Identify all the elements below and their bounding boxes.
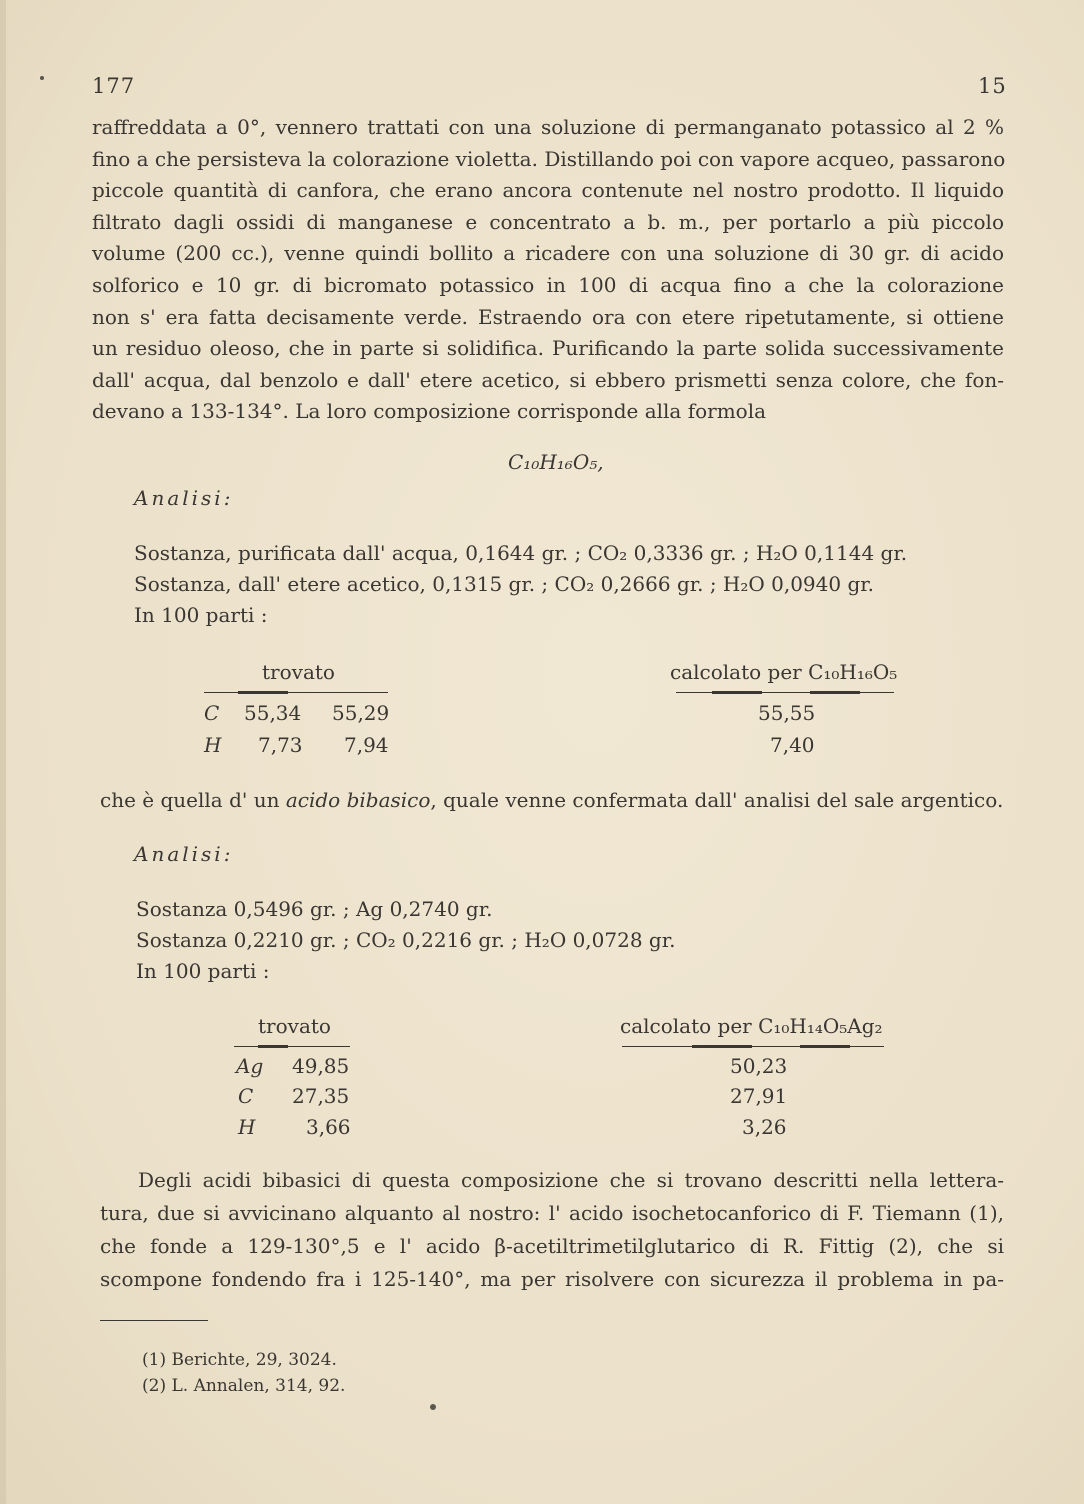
table-row-element: H [238, 1115, 256, 1139]
analysis-line: In 100 parti : [136, 959, 270, 983]
table-cell: 7,94 [344, 733, 389, 757]
text-line: che fonde a 129-130°,5 e l' acido β-acetiltrimetilglutarico di R. Fittig (2), che si [100, 1234, 1004, 1258]
sentence-part: che è quella d' un [100, 788, 286, 812]
table-row-element: Ag [236, 1054, 264, 1078]
footnote: (2) L. Annalen, 314, 92. [142, 1376, 346, 1396]
table-header-calc: calcolato per C₁₀H₁₆O₅ [670, 660, 898, 684]
page-number-left: 177 [92, 74, 136, 98]
table-cell-calc: 7,40 [770, 733, 815, 757]
text-line: dall' acqua, dal benzolo e dall' etere acetico, si ebbero prismetti senza colore, che fon- [92, 367, 1004, 392]
text-line: Degli acidi bibasici di questa composizione che si trovano descritti nella lettera- [138, 1168, 1004, 1192]
text-line: un residuo oleoso, che in parte si solidifica. Purificando la parte solida successivamente [92, 336, 1004, 361]
brace-rule-mid [238, 691, 288, 694]
table-cell-calc: 27,91 [730, 1084, 788, 1108]
analysis-line: Sostanza, purificata dall' acqua, 0,1644 gr. ; CO₂ 0,3336 gr. ; H₂O 0,1144 gr. [134, 541, 908, 565]
table-cell: 27,35 [292, 1084, 350, 1108]
text-line: piccole quantità di canfora, che erano ancora contenute nel nostro prodotto. Il liquido [92, 178, 1004, 203]
table-cell: 3,66 [306, 1115, 351, 1139]
page-number-right: 15 [978, 74, 1007, 98]
footnote-separator [100, 1320, 208, 1321]
analysis-line: Sostanza 0,2210 gr. ; CO₂ 0,2216 gr. ; H₂O 0,0728 gr. [136, 928, 676, 952]
table-cell: 55,29 [332, 701, 390, 725]
analysis-heading: Analisi: [134, 842, 234, 866]
table-cell-calc: 55,55 [758, 701, 816, 725]
page-edge [0, 0, 6, 1504]
paragraph-1 [92, 112, 1004, 428]
table-header-found: trovato [258, 1014, 331, 1038]
text-line: tura, due si avvicinano alquanto al nostro: l' acido isochetocanforico di F. Tiemann (1), [100, 1201, 1004, 1225]
text-line: filtrato dagli ossidi di manganese e concentrato a b. m., per portarlo a più piccolo [92, 209, 1004, 234]
table-row-element: C [238, 1084, 254, 1108]
table-cell-calc: 3,26 [742, 1115, 787, 1139]
brace-rule [204, 692, 388, 693]
sentence-bibasico [100, 788, 1003, 812]
analysis-line: In 100 parti : [134, 603, 268, 627]
table-row-element: H [204, 733, 222, 757]
sentence-emphasis: acido bibasico [285, 788, 431, 812]
table-cell: 49,85 [292, 1054, 350, 1078]
text-line: raffreddata a 0°, vennero trattati con una soluzione di permanganato potassico al 2 % [92, 115, 1004, 139]
table-cell: 55,34 [244, 701, 302, 725]
text-line: devano a 133-134°. La loro composizione corrisponde alla formola [92, 399, 767, 424]
text-line: scompone fondendo fra i 125-140°, ma per risolvere con sicurezza il problema in pa- [100, 1267, 1004, 1291]
brace-rule [676, 692, 894, 693]
formula: C₁₀H₁₆O₅, [508, 450, 604, 474]
brace-rule-mid [810, 691, 860, 694]
speck [40, 76, 44, 80]
text-line: volume (200 cc.), venne quindi bollito a ricadere con una soluzione di 30 gr. di acido [92, 241, 1004, 266]
table-cell-calc: 50,23 [730, 1054, 788, 1078]
brace-rule [234, 1046, 350, 1047]
brace-rule-mid [800, 1045, 850, 1048]
text-line: non s' era fatta decisamente verde. Estraendo ora con etere ripetutamente, si ottiene [92, 304, 1004, 329]
text-line: solforico e 10 gr. di bicromato potassico in 100 di acqua fino a che la colorazione [92, 272, 1004, 297]
table-header-found: trovato [262, 660, 335, 684]
paragraph-3 [100, 1164, 1004, 1296]
table-row-element: C [204, 701, 220, 725]
sentence-part: , quale venne confermata dall' analisi del sale argentico. [430, 788, 1004, 812]
brace-rule-mid [258, 1045, 288, 1048]
analysis-line: Sostanza 0,5496 gr. ; Ag 0,2740 gr. [136, 897, 493, 921]
speck [430, 1404, 436, 1410]
text-line: fino a che persisteva la colorazione violetta. Distillando poi con vapore acqueo, passarono [92, 146, 1006, 171]
analysis-heading: Analisi: [134, 486, 234, 510]
analysis-line: Sostanza, dall' etere acetico, 0,1315 gr. ; CO₂ 0,2666 gr. ; H₂O 0,0940 gr. [134, 572, 874, 596]
table-header-calc: calcolato per C₁₀H₁₄O₅Ag₂ [620, 1014, 883, 1038]
brace-rule-mid [712, 691, 762, 694]
brace-rule-mid [692, 1045, 752, 1048]
table-cell: 7,73 [258, 733, 303, 757]
footnote: (1) Berichte, 29, 3024. [142, 1350, 337, 1370]
